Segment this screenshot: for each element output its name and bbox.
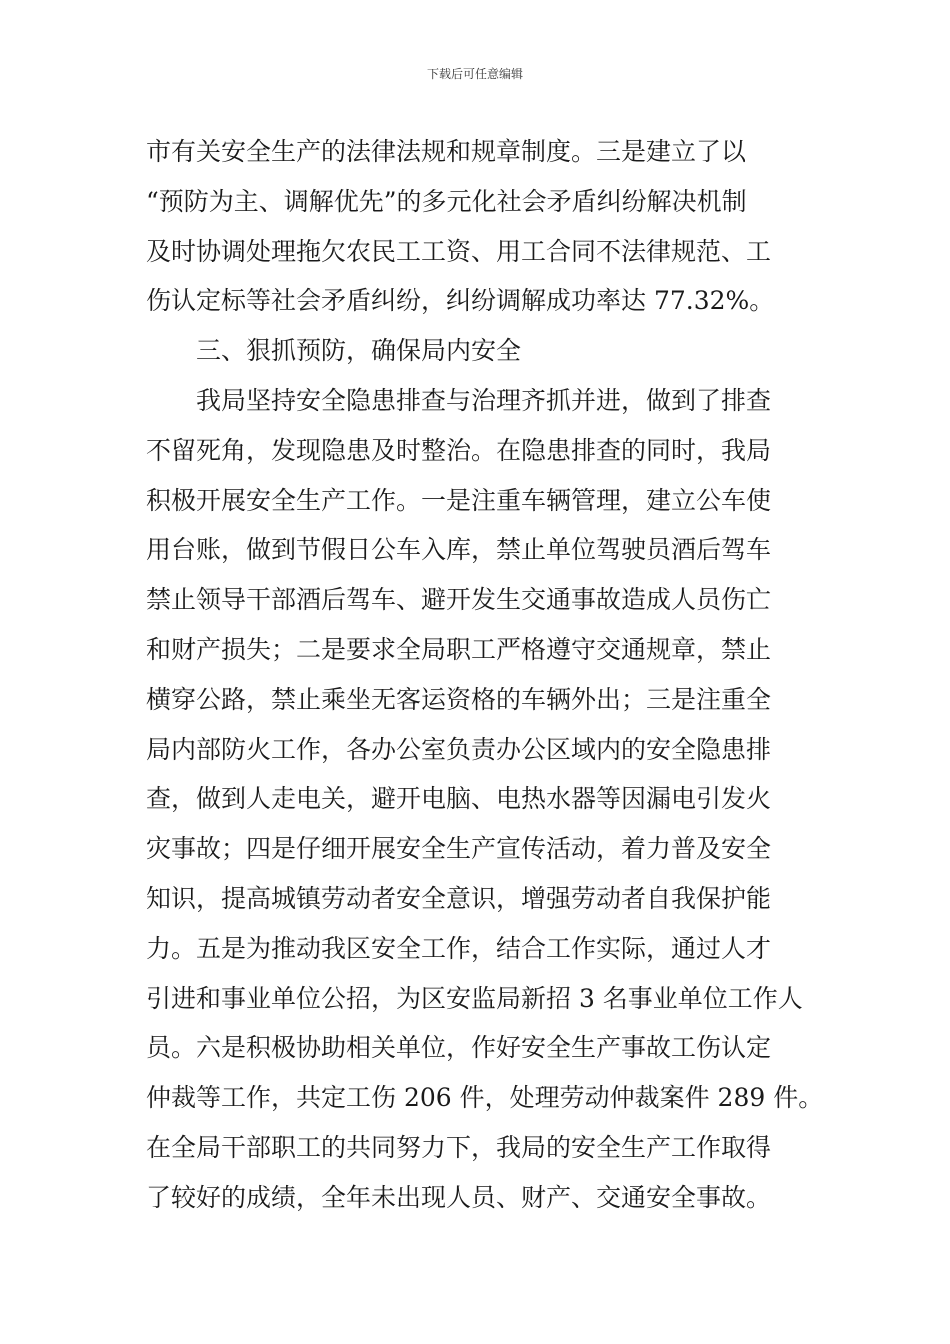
text-line: 及时协调处理拖欠农民工工资、用工合同不法律规范、工: [146, 236, 772, 266]
text-line: 了较好的成绩，全年未出现人员、财产、交通安全事故。: [146, 1182, 772, 1212]
text-line: 和财产损失；二是要求全局职工严格遵守交通规章，禁止: [146, 634, 772, 664]
text-line: 积极开展安全生产工作。一是注重车辆管理，建立公车使: [146, 485, 772, 515]
text-line: 我局坚持安全隐患排查与治理齐抓并进，做到了排查: [196, 385, 772, 415]
text-line: 用台账，做到节假日公车入库，禁止单位驾驶员酒后驾车: [146, 535, 772, 565]
text-line: 伤认定标等社会矛盾纠纷，纠纷调解成功率达 77.32%。: [146, 286, 775, 316]
text-line: 局内部防火工作，各办公室负责办公区域内的安全隐患排: [146, 734, 772, 764]
text-line: 仲裁等工作，共定工伤 206 件，处理劳动仲裁案件 289 件。: [146, 1083, 824, 1113]
text-line: 在全局干部职工的共同努力下，我局的安全生产工作取得: [146, 1132, 772, 1162]
text-line: 员。六是积极协助相关单位，作好安全生产事故工伤认定: [146, 1033, 772, 1063]
page-header: 下载后可任意编辑: [426, 67, 523, 81]
text-line: 禁止领导干部酒后驾车、避开发生交通事故造成人员伤亡: [146, 585, 772, 615]
text-line: 力。五是为推动我区安全工作，结合工作实际，通过人才: [146, 933, 772, 963]
text-line: “预防为主、调解优先”的多元化社会矛盾纠纷解决机制: [146, 186, 747, 216]
text-line: 查，做到人走电关，避开电脑、电热水器等因漏电引发火: [146, 784, 772, 814]
document-body: [146, 127, 824, 1223]
section-heading: 三、狠抓预防，确保局内安全: [196, 336, 522, 366]
text-line: 引进和事业单位公招，为区安监局新招 3 名事业单位工作人: [146, 983, 803, 1013]
text-line: 知识，提高城镇劳动者安全意识，增强劳动者自我保护能: [146, 883, 772, 913]
text-line: 灾事故；四是仔细开展安全生产宣传活动，着力普及安全: [146, 834, 772, 864]
text-line: 不留死角，发现隐患及时整治。在隐患排查的同时，我局: [146, 435, 772, 465]
text-line: 横穿公路，禁止乘坐无客运资格的车辆外出；三是注重全: [146, 684, 772, 714]
text-line: 市有关安全生产的法律法规和规章制度。三是建立了以: [146, 137, 747, 166]
